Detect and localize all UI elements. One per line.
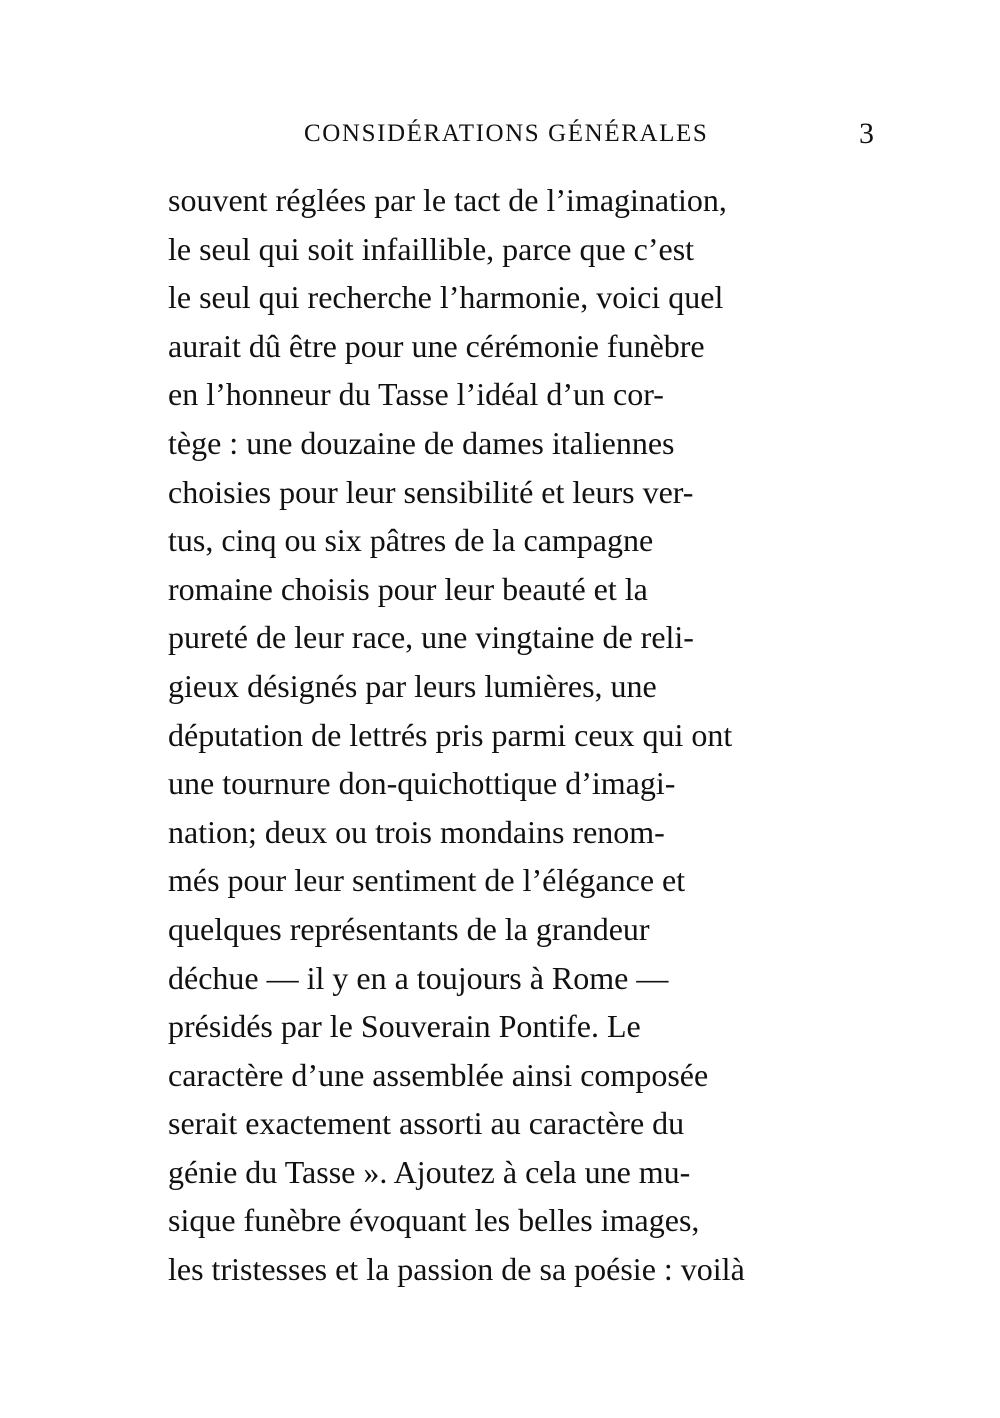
text-line: quelques représentants de la grandeur [168,910,650,947]
running-head [168,114,876,154]
text-line: souvent réglées par le tact de l’imagination, [168,182,727,218]
text-line: en l’honneur du Tasse l’idéal d’un cor- [168,376,664,413]
text-line: députation de lettrés pris parmi ceux qui ont [168,716,733,753]
text-line: déchue — il y en a toujours à Rome — [168,959,669,996]
text-line: serait exactement assorti au caractère du [168,1105,685,1142]
text-line: présidés par le Souverain Pontife. Le [168,1008,641,1045]
text-line: choisies pour leur sensibilité et leurs ver- [168,473,694,510]
text-line: les tristesses et la passion de sa poésie : voilà [168,1251,745,1288]
body-text [168,176,876,1294]
text-line: une tournure don-quichottique d’imagi- [168,765,676,802]
text-line: tus, cinq ou six pâtres de la campagne [168,522,654,559]
text-line: tège : une douzaine de dames italiennes [168,424,675,461]
page-number: 3 [859,117,874,150]
running-title: CONSIDÉRATIONS GÉNÉRALES [304,120,709,147]
text-line: gieux désignés par leurs lumières, une [168,667,657,704]
text-line: nation; deux ou trois mondains renom- [168,813,665,850]
text-line: caractère d’une assemblée ainsi composée [168,1056,709,1093]
text-line: le seul qui recherche l’harmonie, voici quel [168,279,724,316]
text-line: aurait dû être pour une cérémonie funèbre [168,327,705,364]
text-line: sique funèbre évoquant les belles images, [168,1202,700,1239]
text-line: génie du Tasse ». Ajoutez à cela une mu- [168,1153,691,1190]
text-line: romaine choisis pour leur beauté et la [168,570,648,607]
text-line: le seul qui soit infaillible, parce que c’est [168,230,695,267]
text-line: més pour leur sentiment de l’élégance et [168,862,686,899]
text-line: pureté de leur race, une vingtaine de reli- [168,619,694,656]
